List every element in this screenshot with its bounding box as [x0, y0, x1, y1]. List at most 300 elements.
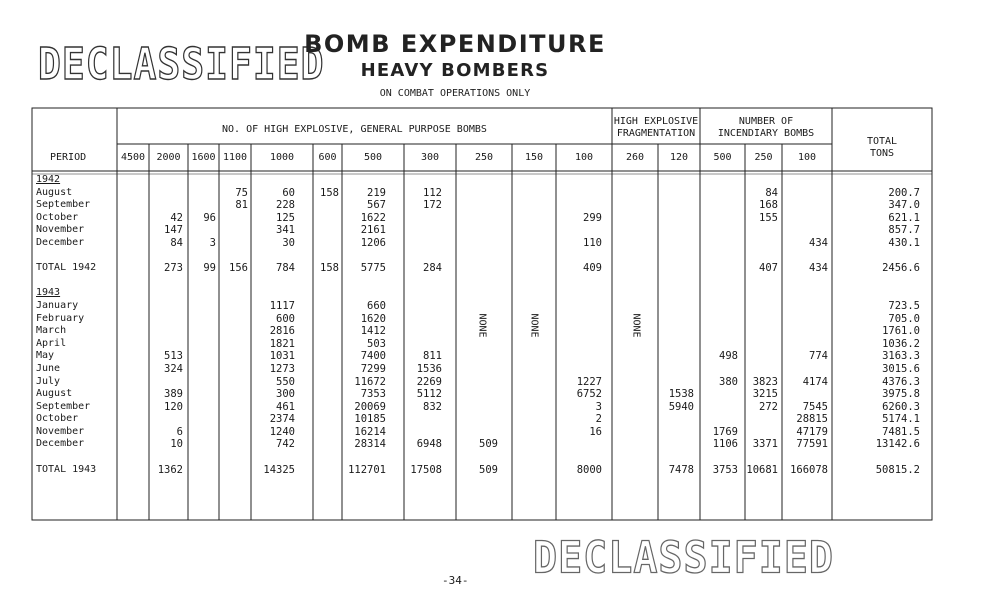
table-cell [456, 426, 498, 439]
table-cell [117, 451, 145, 464]
table-cell [512, 401, 552, 414]
period-label: November [36, 425, 85, 437]
table-cell: 503 [367, 337, 386, 350]
table-cell [658, 275, 694, 288]
table-cell: 110 [583, 236, 602, 249]
table-cell [117, 262, 145, 275]
table-cell: 461 [276, 400, 295, 413]
table-cell: 299 [583, 211, 602, 224]
table-cell: 1240 [269, 425, 295, 438]
table-cell [782, 187, 828, 200]
table-cell [117, 401, 145, 414]
table-cell: 6260.3 [882, 400, 920, 413]
table-cell [556, 199, 602, 212]
table-cell: 3015.6 [882, 362, 920, 375]
table-cell [782, 287, 828, 300]
table-cell: 1538 [668, 388, 694, 401]
table-cell [149, 300, 183, 313]
table-cell [556, 350, 602, 363]
col-header-600: 600 [318, 152, 337, 163]
table-cell [188, 350, 216, 363]
table-cell [612, 300, 654, 313]
table-cell [658, 350, 694, 363]
table-cell [456, 401, 498, 414]
col-header-250: 250 [474, 152, 494, 163]
table-cell [219, 401, 248, 414]
table-cell: 347.0 [888, 199, 920, 212]
table-cell [700, 401, 738, 414]
table-cell [456, 338, 498, 351]
table-cell: 857.7 [888, 224, 920, 237]
period-column [36, 174, 96, 476]
table-cell [117, 224, 145, 237]
header-total-tons: TONS [869, 148, 895, 159]
table-cell [117, 250, 145, 263]
table-cell [658, 224, 694, 237]
table-cell [149, 338, 183, 351]
table-cell: 200.7 [888, 186, 920, 199]
table-cell [188, 376, 216, 389]
table-cell: 2269 [416, 375, 442, 388]
table-cell [658, 237, 694, 250]
table-cell [219, 438, 248, 451]
table-cell [700, 313, 738, 326]
table-cell [512, 376, 552, 389]
table-cell [219, 313, 248, 326]
table-cell [745, 287, 778, 300]
table-cell: 16214 [354, 425, 386, 438]
table-cell [219, 287, 248, 300]
table-cell [149, 413, 183, 426]
document-subtitle: HEAVY BOMBERS [360, 60, 550, 81]
table-cell [700, 250, 738, 263]
col-header-inc-500: 500 [713, 152, 732, 163]
table-cell [149, 275, 183, 288]
table-cell [404, 313, 442, 326]
document-title: BOMB EXPENDITURE [304, 30, 606, 58]
table-cell [456, 376, 498, 389]
column-600 [313, 174, 339, 476]
table-cell: 7481.5 [882, 425, 920, 438]
table-cell [313, 313, 339, 326]
col-header-inc-100: 100 [797, 152, 817, 163]
col-header-frag-260: 260 [625, 152, 645, 163]
table-cell [219, 413, 248, 426]
table-cell [117, 300, 145, 313]
table-cell [219, 325, 248, 338]
table-cell [612, 438, 654, 451]
table-cell [612, 199, 654, 212]
table-cell [612, 338, 654, 351]
document-note: ON COMBAT OPERATIONS ONLY [379, 88, 531, 99]
table-cell: 6948 [416, 438, 442, 451]
declassified-stamp: DECLASSIFIED [38, 38, 325, 90]
table-cell: 112 [423, 186, 442, 199]
period-label [36, 250, 96, 263]
period-label: September [36, 400, 91, 412]
table-cell: 7478 [668, 463, 694, 476]
table-cell [612, 287, 654, 300]
table-cell [117, 199, 145, 212]
table-cell: 3163.3 [882, 350, 920, 363]
table-cell [832, 287, 920, 300]
table-cell [219, 464, 248, 477]
table-cell [832, 451, 920, 464]
table-cell [219, 275, 248, 288]
table-cell [658, 426, 694, 439]
period-label: October [36, 211, 79, 223]
table-cell [658, 338, 694, 351]
table-cell: 341 [276, 224, 295, 237]
table-cell [219, 363, 248, 376]
table-cell [782, 338, 828, 351]
col-header-inc-250: 250 [754, 152, 773, 163]
table-cell: 42 [170, 211, 183, 224]
table-cell [556, 313, 602, 326]
table-cell [782, 300, 828, 313]
table-cell [188, 451, 216, 464]
table-cell [612, 212, 654, 225]
table-cell [832, 250, 920, 263]
table-cell: 1622 [360, 211, 386, 224]
table-cell: 112701 [348, 463, 386, 476]
period-year: 1943 [36, 287, 61, 299]
table-cell [745, 237, 778, 250]
table-cell [117, 426, 145, 439]
table-cell [404, 224, 442, 237]
header-incendiary-group: INCENDIARY BOMBS [717, 128, 815, 139]
col-header-4500: 4500 [120, 152, 146, 163]
table-cell [219, 426, 248, 439]
table-cell [658, 300, 694, 313]
table-cell [251, 275, 295, 288]
table-cell [149, 313, 183, 326]
table-cell [188, 464, 216, 477]
table-cell [313, 401, 339, 414]
table-cell: 6 [176, 425, 183, 438]
table-cell: 156 [229, 262, 248, 275]
table-cell [556, 187, 602, 200]
table-cell [658, 451, 694, 464]
table-cell [658, 313, 694, 326]
table-cell [700, 199, 738, 212]
table-cell [745, 174, 778, 187]
table-cell [512, 338, 552, 351]
table-cell: 125 [276, 211, 295, 224]
table-cell: 2 [595, 413, 602, 426]
table-cell [342, 250, 386, 263]
table-cell [456, 224, 498, 237]
table-cell: 8000 [576, 463, 602, 476]
period-label: December [36, 236, 85, 248]
table-cell: 7353 [360, 388, 386, 401]
table-cell [456, 388, 498, 401]
table-cell: 1273 [269, 362, 295, 375]
table-cell [512, 388, 552, 401]
table-cell [456, 250, 498, 263]
table-cell [658, 250, 694, 263]
table-cell [512, 363, 552, 376]
period-label: July [36, 375, 61, 387]
table-cell [313, 388, 339, 401]
period-label: June [36, 362, 61, 374]
period-label: August [36, 388, 73, 400]
table-cell: 14325 [263, 463, 295, 476]
table-cell [658, 413, 694, 426]
header-incendiary-group: NUMBER OF [738, 116, 794, 127]
period-label: January [36, 299, 79, 311]
table-cell [251, 174, 295, 187]
table-cell [313, 199, 339, 212]
table-cell [117, 338, 145, 351]
table-cell: 723.5 [888, 299, 920, 312]
table-cell [556, 438, 602, 451]
table-cell [404, 287, 442, 300]
col-header-100: 100 [574, 152, 594, 163]
column-1000 [251, 174, 295, 476]
table-cell [117, 438, 145, 451]
table-cell: 660 [367, 299, 386, 312]
table-cell [512, 174, 552, 187]
table-cell [188, 325, 216, 338]
table-cell [404, 237, 442, 250]
col-header-1600: 1600 [191, 152, 216, 163]
table-cell: 3371 [752, 438, 778, 451]
period-year: 1942 [36, 174, 61, 185]
table-cell: 1620 [360, 312, 386, 325]
table-cell [556, 275, 602, 288]
table-cell [745, 250, 778, 263]
table-cell: 1412 [360, 325, 386, 338]
table-cell: 77591 [796, 438, 828, 451]
table-cell [556, 174, 602, 187]
table-cell [658, 174, 694, 187]
table-cell: 7545 [802, 400, 828, 413]
column-1600 [188, 174, 216, 476]
period-label: March [36, 325, 67, 337]
table-cell: 832 [423, 400, 442, 413]
table-cell [512, 350, 552, 363]
table-cell [700, 363, 738, 376]
table-cell [188, 313, 216, 326]
table-cell [556, 338, 602, 351]
table-cell [512, 413, 552, 426]
table-cell: 2456.6 [882, 262, 920, 275]
period-label [36, 275, 96, 288]
table-cell [456, 275, 498, 288]
column-inc-500 [700, 174, 738, 476]
table-cell: 4376.3 [882, 375, 920, 388]
table-cell [512, 438, 552, 451]
table-cell [456, 237, 498, 250]
col-header-500: 500 [363, 152, 383, 163]
table-cell: 1761.0 [882, 325, 920, 338]
table-cell: 272 [759, 400, 778, 413]
table-cell: 99 [203, 262, 216, 275]
table-cell [700, 325, 738, 338]
table-cell: 6752 [576, 388, 602, 401]
table-cell [745, 350, 778, 363]
table-cell: 509 [479, 463, 498, 476]
table-cell: 1117 [269, 299, 295, 312]
none-label-250: NONE [476, 313, 488, 338]
table-cell [342, 287, 386, 300]
table-cell [313, 464, 339, 477]
table-cell: 3 [595, 400, 602, 413]
table-cell [612, 426, 654, 439]
table-cell [700, 338, 738, 351]
period-total: TOTAL 1942 [36, 262, 97, 274]
col-header-frag-120: 120 [669, 152, 689, 163]
table-cell [700, 187, 738, 200]
table-cell: 430.1 [888, 236, 920, 249]
table-cell [404, 325, 442, 338]
table-cell: 7400 [360, 350, 386, 363]
column-total-tons [832, 174, 920, 476]
table-cell: 434 [809, 262, 828, 275]
table-cell [313, 174, 339, 187]
table-cell [456, 350, 498, 363]
table-cell [612, 174, 654, 187]
table-cell [782, 275, 828, 288]
table-cell [188, 338, 216, 351]
table-cell [612, 376, 654, 389]
table-cell [149, 325, 183, 338]
table-cell [512, 237, 552, 250]
table-cell [512, 224, 552, 237]
table-cell [149, 174, 183, 187]
table-cell [404, 300, 442, 313]
table-cell: 300 [276, 388, 295, 401]
table-cell: 513 [164, 350, 183, 363]
period-label: August [36, 186, 73, 198]
none-label-frag: NONE [630, 313, 642, 338]
table-cell [219, 174, 248, 187]
table-cell [745, 363, 778, 376]
period-label [36, 451, 96, 464]
table-cell [313, 250, 339, 263]
table-cell [700, 413, 738, 426]
column-inc-250 [745, 174, 778, 476]
period-label: February [36, 312, 85, 324]
column-2000 [149, 174, 183, 476]
table-cell [188, 300, 216, 313]
table-cell: 705.0 [888, 312, 920, 325]
table-cell: 168 [759, 199, 778, 212]
table-cell [745, 451, 778, 464]
table-cell [612, 275, 654, 288]
table-cell [219, 237, 248, 250]
declassified-stamp: DECLASSIFIED [533, 532, 834, 584]
table-cell [219, 388, 248, 401]
table-cell [745, 338, 778, 351]
table-cell: 774 [809, 350, 828, 363]
table-cell [313, 363, 339, 376]
table-cell [512, 451, 552, 464]
table-cell: 1821 [269, 337, 295, 350]
table-cell: 324 [164, 362, 183, 375]
table-cell: 47179 [796, 425, 828, 438]
table-cell: 96 [203, 211, 216, 224]
table-cell [219, 250, 248, 263]
table-cell: 228 [276, 199, 295, 212]
header-total-tons: TOTAL [866, 136, 898, 147]
period-label: December [36, 438, 85, 450]
table-cell: 166078 [790, 463, 828, 476]
table-cell [117, 325, 145, 338]
col-header-2000: 2000 [156, 152, 181, 163]
table-cell [700, 174, 738, 187]
table-cell [117, 363, 145, 376]
table-cell: 389 [164, 388, 183, 401]
table-cell [117, 187, 145, 200]
table-cell [612, 451, 654, 464]
period-label: April [36, 337, 67, 349]
table-cell: 28314 [354, 438, 386, 451]
table-cell: 60 [282, 186, 295, 199]
period-label: September [36, 199, 91, 211]
table-cell [219, 350, 248, 363]
col-header-1000: 1000 [269, 152, 295, 163]
table-cell [456, 212, 498, 225]
col-header-300: 300 [420, 152, 440, 163]
table-cell [612, 413, 654, 426]
table-cell [658, 287, 694, 300]
table-cell [117, 413, 145, 426]
table-cell [658, 212, 694, 225]
table-cell [313, 287, 339, 300]
table-cell [700, 388, 738, 401]
table-cell: 1227 [576, 375, 602, 388]
table-cell [313, 275, 339, 288]
table-cell [149, 287, 183, 300]
table-cell [117, 313, 145, 326]
period-label: November [36, 224, 85, 236]
table-cell [342, 174, 386, 187]
table-cell [117, 174, 145, 187]
table-cell: 158 [320, 186, 339, 199]
table-cell: 7299 [360, 362, 386, 375]
header-hegp-group: NO. OF HIGH EXPLOSIVE, GENERAL PURPOSE BOMBS [222, 124, 487, 135]
table-cell [219, 300, 248, 313]
table-cell [219, 212, 248, 225]
table-cell [117, 275, 145, 288]
table-cell: 13142.6 [875, 438, 920, 451]
table-cell: 409 [583, 262, 602, 275]
table-cell: 3 [209, 236, 216, 249]
table-cell [700, 262, 738, 275]
table-cell [404, 174, 442, 187]
column-100 [556, 174, 602, 476]
table-cell [832, 174, 920, 187]
table-cell [556, 451, 602, 464]
table-cell [219, 376, 248, 389]
table-cell [313, 376, 339, 389]
table-cell [512, 275, 552, 288]
table-cell [612, 262, 654, 275]
table-cell: 10681 [746, 463, 778, 476]
table-cell [782, 224, 828, 237]
table-cell: 147 [164, 224, 183, 237]
column-1100 [219, 174, 248, 476]
page-number: -34- [442, 574, 469, 587]
table-cell [512, 187, 552, 200]
table-cell: 621.1 [888, 211, 920, 224]
table-cell [782, 325, 828, 338]
table-cell [745, 413, 778, 426]
table-cell [512, 287, 552, 300]
table-cell [700, 275, 738, 288]
